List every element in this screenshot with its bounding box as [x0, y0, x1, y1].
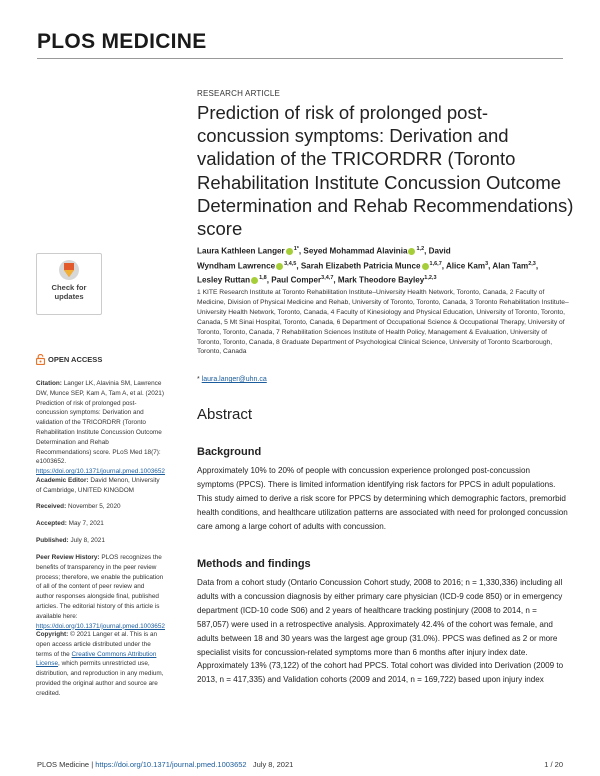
background-heading: Background	[197, 446, 262, 458]
license-link[interactable]: Creative Commons Attribution License	[36, 650, 157, 668]
accepted-label: Accepted:	[36, 520, 67, 527]
author-sup: 1,6,7	[429, 260, 442, 267]
background-text: Approximately 10% to 20% of people with concussion experience prolonged post-concussion symptoms (PPCS). There is limited information identifying risk factors for PPCS in adult populations. This study aimed to derive a risk score for PPCS by determining which demographic factors, premorbid health conditions, and healthcare utilization patterns are associated with need for prolonged concussion care among a large cohort of adults with concussion.	[197, 466, 568, 531]
header-divider	[37, 58, 563, 59]
orcid-icon[interactable]	[286, 248, 293, 255]
citation-label: Citation:	[36, 380, 62, 387]
check-updates-line1: Check for	[51, 283, 87, 292]
abstract-heading: Abstract	[197, 406, 253, 423]
corresponding-star: *	[197, 376, 202, 383]
accepted-block	[36, 519, 164, 529]
author-sup: 2,3	[528, 260, 536, 267]
author-sup: 3	[485, 260, 489, 267]
article-title: Prediction of risk of prolonged post-concussion symptoms: Derivation and validation of the TRICORDRR (Toronto Rehabilitation Institute Concussion Outcome Determination and Rehab Recommendations) score	[197, 102, 574, 240]
author-sup: 1,2	[416, 246, 425, 252]
received-block	[36, 502, 164, 512]
article-type: RESEARCH ARTICLE	[197, 89, 281, 98]
published-text: July 8, 2021	[68, 537, 105, 544]
affiliations: 1 KITE Research Institute at Toronto Rehabilitation Institute–University Health Network, Toronto, Canada, 2 Faculty of Medicine, Division of Physical Medicine and Rehab, University of Toronto, Toronto, Canada, 3 Toronto Rehabilitation Institute–University Health Network, Toronto, Canada, 4 Faculty of Kinesiology and Physical Education, University of Toronto, Toronto, Canada, 5 Mt Sinai Hospital, Toronto, Canada, 6 Department of Occupational Science & Occupational Therapy, University of Toronto, Toronto, Canada, 7 Rehabilitation Sciences Institute of Health Policy, Management & Evaluation, University of Toronto, Toronto, Canada, 8 Graduate Department of Psychological Clinical Science, University of Toronto Scarborough, Toronto, Canada	[197, 289, 569, 356]
author-sup: 1*	[293, 246, 299, 252]
author-sup: 1,8	[259, 275, 267, 282]
open-lock-icon	[36, 354, 45, 365]
orcid-icon[interactable]	[251, 277, 258, 284]
open-access-label: OPEN ACCESS	[48, 355, 103, 364]
author-name[interactable]: , Seyed Mohammad Alavinia	[298, 246, 408, 256]
author-name[interactable]: Lesley Ruttan	[197, 276, 251, 286]
received-text: November 5, 2020	[66, 503, 121, 510]
author-sep: ,	[535, 261, 539, 271]
page-number: 1 / 20	[544, 760, 563, 769]
journal-logo[interactable]: PLOS MEDICINE	[37, 30, 207, 53]
orcid-icon[interactable]	[276, 263, 283, 270]
copyright-text-end: , which permits unrestricted use, distribution, and reproduction in any medium, provided the original author and source are credited.	[36, 660, 164, 697]
check-updates-line2: updates	[54, 292, 84, 301]
orcid-icon[interactable]	[422, 263, 429, 270]
methods-text: Data from a cohort study (Ontario Concussion Cohort study, 2008 to 2016; n = 1,330,336) including all adults with a concussion diagnosis by either primary care physician (ICD-9 code 850) or in emergency department (ICD-10 code S06) and 2 years of healthcare tracking postinjury (2008 to 2014, n = 587,057) were used in a retrospective analysis. Approximately 42.4% of the cohort was female, and adults between 18 and 30 years was the largest age group (31.0%). PPCS was defined as 2 or more specialist visits for concussion-related symptoms more than 6 months after injury index date. Approximately 13% (73,122) of the cohort had PPCS. Total cohort was divided into Derivation (2009 to 2013, n = 417,335) and Validation cohorts (2009 and 2014, n = 169,722) based upon injury index	[197, 578, 564, 685]
footer-date: July 8, 2021	[252, 760, 294, 769]
author-sup: 3,4,5	[284, 260, 297, 267]
citation-block	[36, 379, 164, 477]
published-block	[36, 536, 164, 546]
published-label: Published:	[36, 537, 69, 544]
author-list	[197, 243, 582, 287]
check-updates-icon	[58, 259, 80, 281]
author-name[interactable]: , Alan Tam	[488, 261, 529, 271]
peer-review-doi-link[interactable]: https://doi.org/10.1371/journal.pmed.1003652	[36, 622, 165, 630]
footer-separator: |	[89, 760, 96, 769]
accepted-text: May 7, 2021	[66, 520, 104, 527]
peer-review-label: Peer Review History:	[36, 554, 100, 561]
author-name[interactable]: , Sarah Elizabeth Patricia Munce	[296, 261, 421, 271]
citation-doi-link[interactable]: https://doi.org/10.1371/journal.pmed.1003652	[36, 468, 165, 476]
editor-text: David Menon, University of Cambridge, UNITED KINGDOM	[36, 477, 160, 494]
peer-review-block	[36, 553, 164, 631]
copyright-text: © 2021 Langer et al. This is an open access article distributed under the terms of the	[36, 631, 158, 658]
received-label: Received:	[36, 503, 67, 510]
author-sup: 1,2,3	[424, 275, 437, 282]
footer-doi-link[interactable]: https://doi.org/10.1371/journal.pmed.1003652	[95, 760, 247, 769]
author-name[interactable]: , Paul Comper	[266, 276, 322, 286]
orcid-icon[interactable]	[408, 248, 415, 255]
footer-journal: PLOS Medicine	[37, 760, 90, 769]
author-sup: 3,4,7	[321, 275, 334, 282]
author-name[interactable]: , Alice Kam	[441, 261, 486, 271]
peer-review-text: PLOS recognizes the benefits of transparency in the peer review process; therefore, we enable the publication of all of the content of peer review and author responses alongside final, published articles. The editorial history of this article is available here:	[36, 554, 164, 620]
corresponding-email	[197, 376, 267, 383]
email-link[interactable]: laura.langer@uhn.ca	[201, 376, 267, 383]
citation-text: Langer LK, Alavinia SM, Lawrence DW, Munce SEP, Kam A, Tam A, et al. (2021) Prediction of risk of prolonged post-concussion symptoms: Derivation and validation of the TRICORDRR (Toronto Rehabilitation Institute Concussion Outcome Determination and Rehab Recommendations) score. PLoS Med 18(7): e1003652.	[36, 380, 164, 466]
author-name[interactable]: , Mark Theodore Bayley	[333, 276, 425, 286]
methods-heading: Methods and findings	[197, 558, 311, 570]
author-name[interactable]: Laura Kathleen Langer	[197, 246, 285, 256]
editor-label: Academic Editor:	[36, 477, 89, 484]
copyright-block	[36, 630, 164, 699]
page-footer	[37, 760, 563, 769]
open-access-badge	[36, 354, 102, 365]
author-name[interactable]: Wyndham Lawrence	[197, 261, 276, 271]
editor-block	[36, 476, 164, 496]
check-updates-label	[37, 283, 101, 301]
author-name[interactable]: , David	[424, 246, 451, 256]
check-for-updates-button[interactable]	[36, 253, 102, 315]
copyright-label: Copyright:	[36, 631, 69, 638]
